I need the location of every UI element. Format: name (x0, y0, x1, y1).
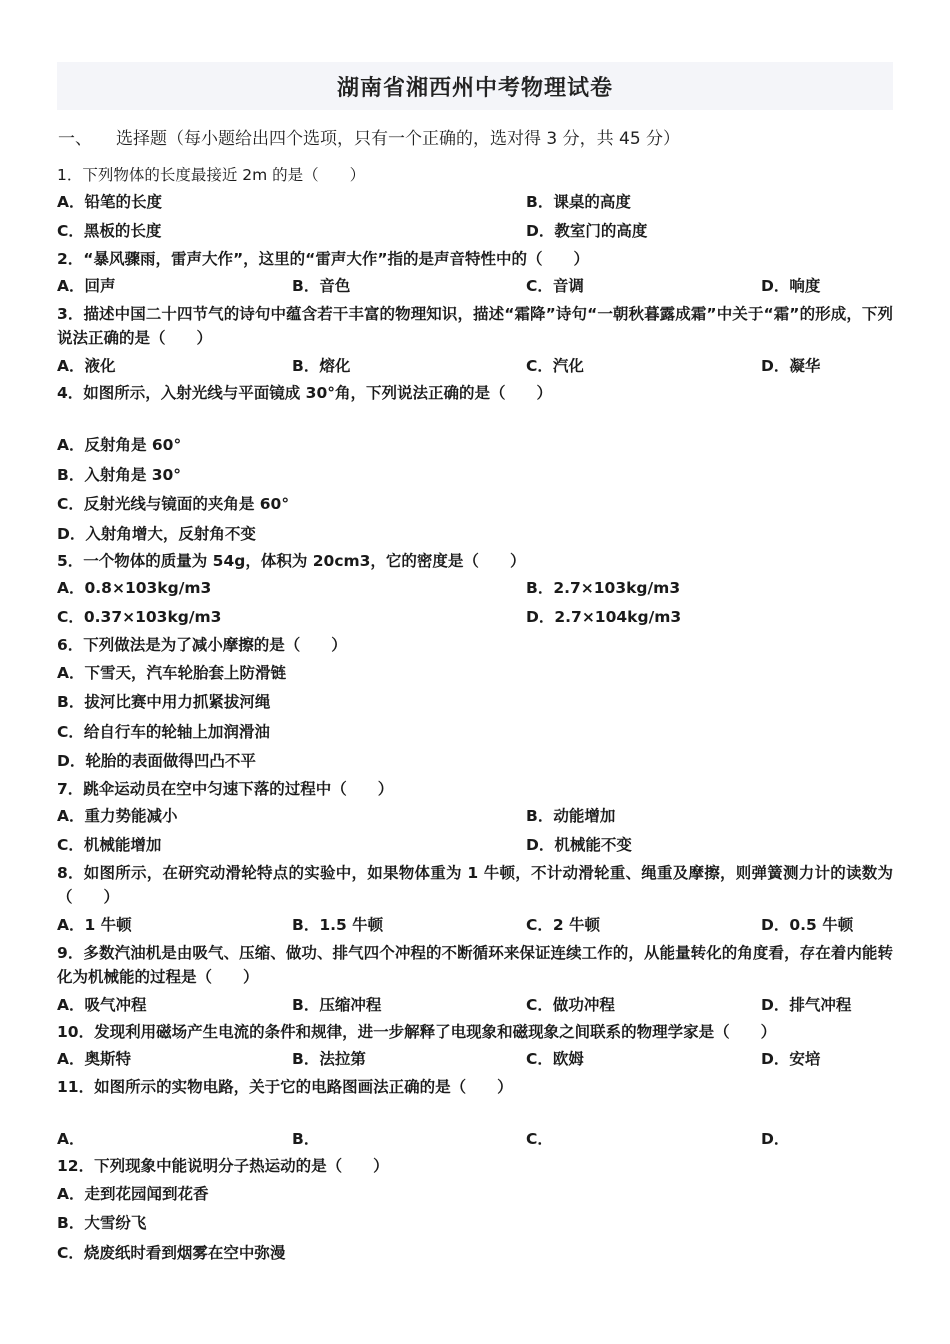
option-c: C．0.37×103kg/m3 (57, 608, 222, 626)
option-a: A．奥斯特 (57, 1050, 131, 1068)
option-a: A．1 牛顿 (57, 916, 132, 934)
question-2-stem: 2．“暴风骤雨，雷声大作”，这里的“雷声大作”指的是声音特性中的（ ） (57, 250, 590, 268)
option-a: A．回声 (57, 277, 116, 295)
question-11-options (57, 1125, 893, 1153)
option-c: C．汽化 (526, 357, 584, 375)
section-text: 选择题（每小题给出四个选项，只有一个正确的，选对得 3 分，共 45 分） (116, 129, 681, 149)
option-d: D． (761, 1130, 790, 1148)
question-8-stem: 8．如图所示，在研究动滑轮特点的实验中，如果物体重为 1 牛顿，不计动滑轮重、绳重及摩擦，则弹簧测力计的读数为（ ） (57, 864, 893, 906)
option-c: C．2 牛顿 (526, 916, 601, 934)
question-2-options (57, 272, 893, 300)
option-b: B．音色 (292, 277, 351, 295)
question-1-options-row-2 (57, 217, 893, 245)
question-7-options-row-1 (57, 802, 893, 830)
question-4-stem: 4．如图所示，入射光线与平面镜成 30°角，下列说法正确的是（ ） (57, 384, 553, 402)
page-title: 湖南省湘西州中考物理试卷 (336, 75, 613, 101)
question-6-option-d-row (57, 747, 893, 775)
question-1-stem: 1．下列物体的长度最接近 2m 的是（ ） (57, 166, 366, 184)
option-a: A．重力势能减小 (57, 807, 178, 825)
option-c: C．烧废纸时看到烟雾在空中弥漫 (57, 1244, 286, 1262)
option-d: D．机械能不变 (526, 836, 632, 854)
question-12-stem: 12．下列现象中能说明分子热运动的是（ ） (57, 1157, 389, 1175)
question-6-stem: 6．下列做法是为了减小摩擦的是（ ） (57, 636, 347, 654)
question-7-stem: 7．跳伞运动员在空中匀速下落的过程中（ ） (57, 780, 394, 798)
option-d: D．入射角增大，反射角不变 (57, 525, 256, 543)
question-11-stem: 11．如图所示的实物电路，关于它的电路图画法正确的是（ ） (57, 1078, 513, 1096)
option-a: A．液化 (57, 357, 116, 375)
option-c: C．做功冲程 (526, 996, 615, 1014)
question-12-option-a-row (57, 1180, 893, 1208)
option-b: B．压缩冲程 (292, 996, 382, 1014)
title-bar (57, 62, 893, 110)
question-10-stem: 10．发现利用磁场产生电流的条件和规律，进一步解释了电现象和磁现象之间联系的物理学家是（ ） (57, 1023, 777, 1041)
option-b: B．大雪纷飞 (57, 1214, 147, 1232)
section-number: 一、 (58, 129, 92, 149)
option-d: D．轮胎的表面做得凹凸不平 (57, 752, 256, 770)
question-5-options-row-1 (57, 574, 893, 602)
option-a: A．0.8×103kg/m3 (57, 579, 212, 597)
option-b: B． (292, 1130, 320, 1148)
option-c: C．欧姆 (526, 1050, 584, 1068)
question-7-options-row-2 (57, 831, 893, 859)
option-d: D．教室门的高度 (526, 222, 648, 240)
question-4-option-c-row (57, 490, 893, 518)
option-b: B．拔河比赛中用力抓紧拔河绳 (57, 693, 271, 711)
option-d: D．凝华 (761, 357, 821, 375)
question-12-option-c-row (57, 1239, 893, 1267)
question-4-option-a-row (57, 431, 893, 459)
option-d: D．2.7×104kg/m3 (526, 608, 682, 626)
question-5-options-row-2 (57, 603, 893, 631)
option-d: D．0.5 牛顿 (761, 916, 854, 934)
option-d: D．排气冲程 (761, 996, 852, 1014)
question-6-option-b-row (57, 688, 893, 716)
option-d: D．响度 (761, 277, 821, 295)
question-9-options (57, 991, 893, 1019)
option-d: D．安培 (761, 1050, 821, 1068)
option-c: C． (526, 1130, 553, 1148)
question-9-stem: 9．多数汽油机是由吸气、压缩、做功、排气四个冲程的不断循环来保证连续工作的，从能量转化的角度看，存在着内能转化为机械能的过程是（ ） (57, 944, 893, 986)
option-a: A．下雪天，汽车轮胎套上防滑链 (57, 664, 286, 682)
option-b: B．法拉第 (292, 1050, 366, 1068)
option-b: B．2.7×103kg/m3 (526, 579, 681, 597)
question-10-options (57, 1045, 893, 1073)
option-b: B．熔化 (292, 357, 351, 375)
option-c: C．反射光线与镜面的夹角是 60° (57, 495, 290, 513)
option-b: B．1.5 牛顿 (292, 916, 384, 934)
option-c: C．给自行车的轮轴上加润滑油 (57, 723, 270, 741)
section-heading (58, 124, 680, 149)
option-a: A．铅笔的长度 (57, 193, 162, 211)
option-c: C．机械能增加 (57, 836, 162, 854)
question-5-stem: 5．一个物体的质量为 54g，体积为 20cm3，它的密度是（ ） (57, 552, 526, 570)
question-6-option-c-row (57, 718, 893, 746)
question-12-option-b-row (57, 1209, 893, 1237)
option-b: B．入射角是 30° (57, 466, 182, 484)
option-b: B．动能增加 (526, 807, 616, 825)
option-a: A．走到花园闻到花香 (57, 1185, 209, 1203)
question-4-option-b-row (57, 461, 893, 489)
option-c: C．音调 (526, 277, 584, 295)
question-3-options (57, 352, 893, 380)
option-a: A． (57, 1130, 85, 1148)
question-1-options-row-1 (57, 188, 893, 216)
option-c: C．黑板的长度 (57, 222, 162, 240)
question-8-options (57, 911, 893, 939)
question-6-option-a-row (57, 659, 893, 687)
question-4-option-d-row (57, 520, 893, 548)
option-a: A．反射角是 60° (57, 436, 182, 454)
option-b: B．课桌的高度 (526, 193, 631, 211)
question-3-stem: 3．描述中国二十四节气的诗句中蕴含若干丰富的物理知识，描述“霜降”诗句“一朝秋暮露成霜”中关于“霜”的形成，下列说法正确的是（ ） (57, 305, 893, 347)
option-a: A．吸气冲程 (57, 996, 147, 1014)
